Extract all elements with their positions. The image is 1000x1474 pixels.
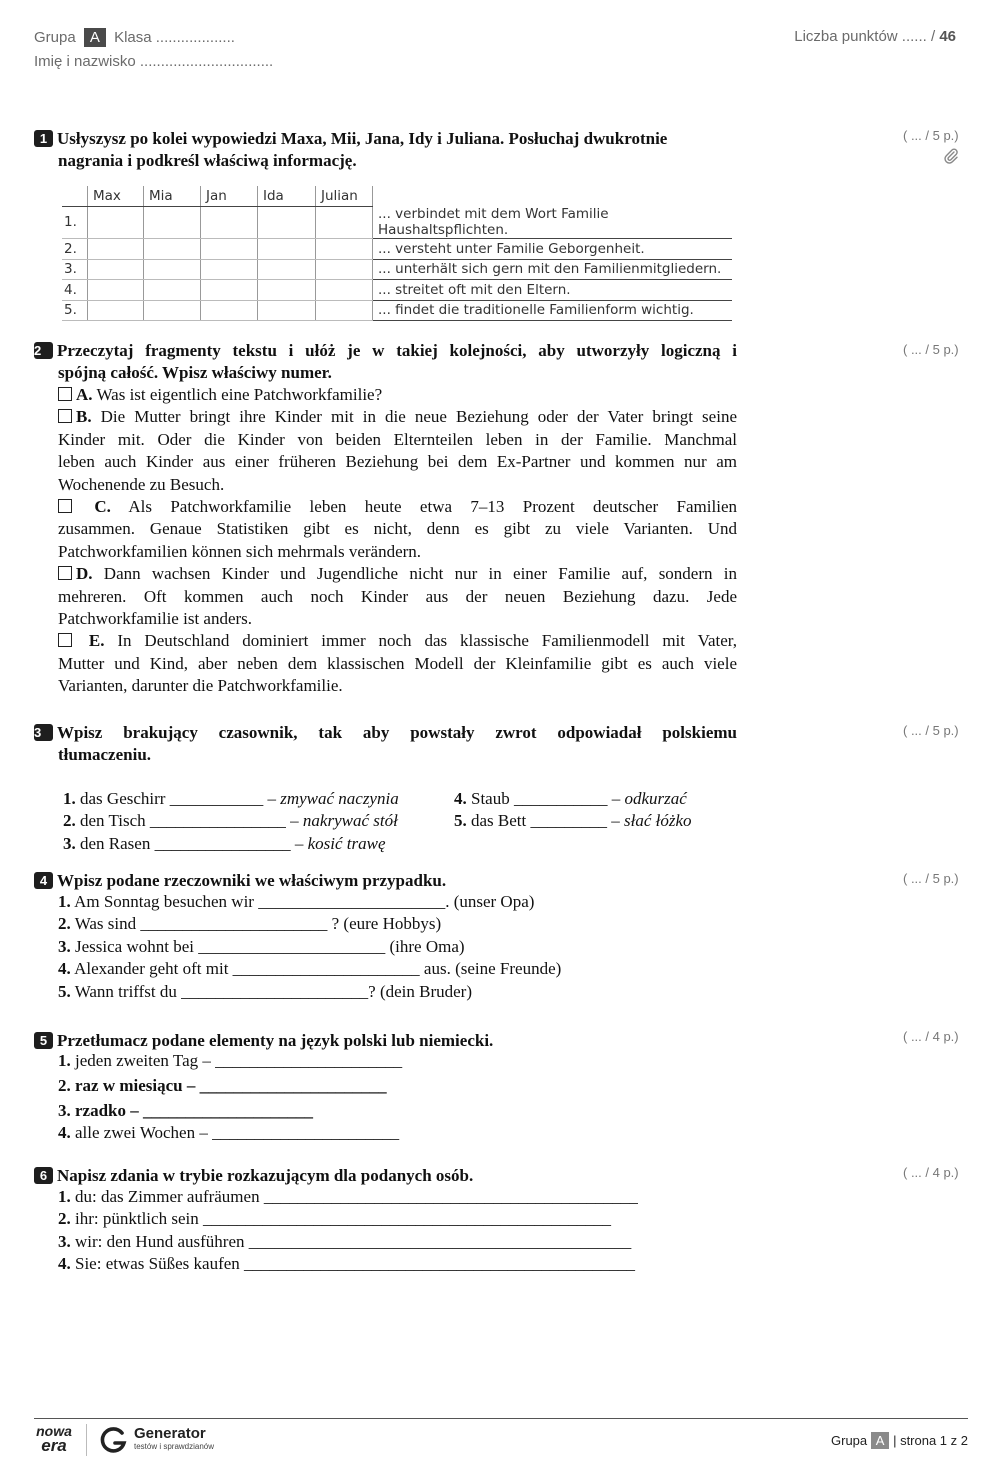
- list-item: [58, 1050, 402, 1072]
- checkbox[interactable]: [58, 633, 72, 647]
- table-row: [62, 206, 732, 239]
- item-text: Wochenende zu Besuch.: [58, 474, 225, 494]
- task2-title-line1: Przeczytaj fragmenty tekstu i ułóż je w takiej kolejności, aby utworzyły logiczną i: [57, 341, 737, 360]
- header-group-line: [34, 28, 235, 47]
- answer-cell[interactable]: [201, 280, 258, 301]
- task5-number: 5: [34, 1032, 53, 1049]
- logo-line2: era: [41, 1436, 67, 1455]
- row-number: 5.: [62, 300, 88, 321]
- answer-cell[interactable]: [258, 259, 316, 280]
- task2-title-line2: spójną całość. Wpisz właściwy numer.: [58, 363, 332, 382]
- list-item: [58, 563, 737, 630]
- item-text: den Tisch ________________: [80, 811, 286, 831]
- name-field: Imię i nazwisko ................................: [34, 53, 274, 70]
- list-item: [58, 891, 561, 913]
- col-header-mia: Mia: [144, 186, 201, 206]
- item-text: das Geschirr ___________: [80, 789, 264, 808]
- generator-icon: [98, 1424, 130, 1461]
- item-text: Am Sonntag besuchen wir ______________________. (unser Opa): [74, 892, 535, 911]
- list-item: [58, 384, 737, 406]
- checkbox[interactable]: [58, 499, 72, 513]
- item-text: Die Mutter bringt ihre Kinder mit in die neue Beziehung oder der Vater bringt seine: [100, 407, 737, 427]
- row-statement: ... streitet oft mit den Eltern.: [373, 280, 733, 301]
- item-text: Kinder mit. Oder die Kinder von beiden Elternteilen leben in der Familie. Manchmal: [58, 429, 737, 449]
- task4-items: [58, 891, 561, 1003]
- answer-cell[interactable]: [316, 280, 373, 301]
- item-number: 1.: [58, 892, 71, 911]
- footer-group-label: Grupa: [831, 1433, 868, 1448]
- item-text: Sie: etwas Süßes kaufen ______________________________________________: [75, 1254, 636, 1274]
- item-letter: C.: [94, 497, 111, 517]
- paperclip-icon[interactable]: [942, 147, 960, 170]
- generator-title: Generator: [134, 1425, 206, 1442]
- answer-cell[interactable]: [88, 239, 144, 260]
- item-number: 3.: [63, 833, 76, 853]
- class-field: Klasa ...................: [114, 29, 235, 46]
- answer-cell[interactable]: [316, 300, 373, 321]
- row-number: 3.: [62, 259, 88, 280]
- item-text: Dann wachsen Kinder und Jugendliche nicht nur in einer Familie auf, sondern in: [103, 564, 738, 584]
- item-text: Als Patchworkfamilie leben heute etwa 7–13 Prozent deutscher Familien: [128, 497, 737, 517]
- list-item: [58, 1253, 638, 1275]
- item-number: 1.: [58, 1051, 71, 1070]
- footer-divider: [34, 1418, 968, 1419]
- item-number: 3.: [58, 936, 71, 956]
- item-translation: – słać łóżko: [611, 811, 692, 831]
- list-item: [63, 810, 399, 832]
- list-item: [58, 1231, 638, 1253]
- row-number: 2.: [62, 239, 88, 260]
- checkbox[interactable]: [58, 409, 72, 423]
- task4-number: 4: [34, 872, 53, 889]
- item-text: zusammen. Genaue Statistiken gibt es nicht, denn es gibt zu viele Varianten. Und: [58, 519, 737, 539]
- item-number: 5.: [454, 811, 467, 831]
- points-total: 46: [939, 28, 956, 45]
- task4-points: ( ... / 5 p.): [903, 871, 959, 886]
- task1-table-header: [62, 186, 732, 206]
- answer-cell[interactable]: [201, 259, 258, 280]
- list-item: [63, 788, 399, 810]
- row-number: 4.: [62, 280, 88, 301]
- item-number: 4.: [454, 789, 467, 808]
- row-statement: ... unterhält sich gern mit den Familienmitgliedern.: [373, 259, 733, 280]
- answer-cell[interactable]: [258, 280, 316, 301]
- item-text: Patchworkfamilie ist anders.: [58, 609, 253, 629]
- list-item: [58, 936, 561, 958]
- list-item: [58, 981, 561, 1003]
- task1-title: [34, 128, 737, 172]
- task1-points: ( ... / 5 p.): [903, 128, 959, 143]
- item-text: rzadko – ____________________: [75, 1100, 313, 1120]
- answer-cell[interactable]: [258, 239, 316, 260]
- item-text: Was ist eigentlich eine Patchworkfamilie?: [96, 385, 383, 404]
- footer-page-number: | strona 1 z 2: [893, 1433, 968, 1448]
- task6-number: 6: [34, 1167, 53, 1184]
- col-header-ida: Ida: [258, 186, 316, 206]
- list-item: [58, 1186, 638, 1208]
- item-number: 4.: [58, 959, 71, 979]
- item-text: Patchworkfamilien können sich mehrmals verändern.: [58, 541, 422, 561]
- generator-logo-text: [134, 1425, 214, 1451]
- task4-title-text: Wpisz podane rzeczowniki we właściwym przypadku.: [57, 871, 447, 890]
- item-text: mehreren. Oft kommen auch noch Kinder aus der neuen Beziehung dazu. Jede: [58, 586, 737, 606]
- item-number: 2.: [58, 1076, 71, 1096]
- item-translation: – odkurzać: [611, 789, 687, 808]
- list-item: [58, 1122, 402, 1144]
- task5-title: [34, 1030, 493, 1052]
- task5-items: [58, 1050, 402, 1145]
- item-text: Varianten, darunter die Patchworkfamilie.: [58, 676, 343, 696]
- task6-points: ( ... / 4 p.): [903, 1165, 959, 1180]
- footer-group-badge: A: [871, 1432, 890, 1449]
- answer-cell[interactable]: [88, 206, 144, 239]
- item-number: 1.: [63, 789, 76, 808]
- task1-title-line2: nagrania i podkreśl właściwą informację.: [58, 151, 357, 170]
- list-item: [58, 496, 737, 563]
- item-text: Was sind ______________________ ? (eure Hobbys): [74, 914, 442, 934]
- task5-title-text: Przetłumacz podane elementy na język polski lub niemiecki.: [57, 1031, 494, 1050]
- row-statement: ... findet die traditionelle Familienform wichtig.: [373, 300, 733, 321]
- answer-cell[interactable]: [201, 206, 258, 239]
- task3-left-column: [63, 788, 399, 855]
- answer-cell[interactable]: [88, 280, 144, 301]
- item-text: raz w miesiącu – ______________________: [75, 1076, 387, 1096]
- answer-cell[interactable]: [201, 239, 258, 260]
- task4-title: [34, 870, 446, 892]
- answer-cell[interactable]: [258, 300, 316, 321]
- answer-cell[interactable]: [258, 206, 316, 239]
- list-item: [454, 810, 692, 832]
- row-number: 1.: [62, 206, 88, 239]
- item-text: den Rasen ________________: [80, 833, 291, 853]
- answer-cell[interactable]: [144, 280, 201, 301]
- list-item: [454, 788, 692, 810]
- task6-items: [58, 1186, 638, 1276]
- item-text: wir: den Hund ausführen _____________________________________________: [75, 1231, 632, 1251]
- list-item: [58, 1208, 638, 1230]
- footer-page-info: [831, 1432, 968, 1449]
- item-number: 2.: [58, 914, 71, 934]
- list-item: [58, 1100, 402, 1122]
- item-translation: – kosić trawę: [294, 833, 386, 853]
- item-text: ihr: pünktlich sein ________________________________________________: [75, 1209, 611, 1229]
- task2-items: [58, 384, 737, 698]
- answer-cell[interactable]: [88, 259, 144, 280]
- item-letter: D.: [76, 564, 93, 584]
- answer-cell[interactable]: [144, 239, 201, 260]
- points-summary: [794, 28, 956, 45]
- points-label: Liczba punktów ...... /: [794, 28, 936, 45]
- task2-number: 2: [34, 342, 53, 359]
- list-item: [58, 958, 561, 980]
- item-number: 4.: [58, 1254, 71, 1274]
- task2-points: ( ... / 5 p.): [903, 342, 959, 357]
- item-text: du: das Zimmer aufräumen ____________________________________________: [75, 1187, 638, 1206]
- item-number: 3.: [58, 1231, 71, 1251]
- item-text: leben auch Kinder aus einer früheren Beziehung bei dem Ex-Partner und kommen nur am: [58, 452, 737, 472]
- item-text: das Bett _________: [471, 811, 607, 831]
- item-letter: E.: [88, 631, 105, 651]
- answer-cell[interactable]: [316, 259, 373, 280]
- col-header-max: Max: [88, 186, 144, 206]
- list-item: [58, 1075, 402, 1097]
- item-translation: – nakrywać stół: [290, 811, 398, 831]
- task1-title-line1: Usłyszysz po kolei wypowiedzi Maxa, Mii, Jana, Idy i Juliana. Posłuchaj dwukrotnie: [57, 129, 668, 148]
- item-text: jeden zweiten Tag – ______________________: [75, 1051, 403, 1070]
- list-item: [58, 913, 561, 935]
- task3-title-line2: tłumaczeniu.: [58, 745, 152, 764]
- task6-title-text: Napisz zdania w trybie rozkazującym dla podanych osób.: [57, 1166, 474, 1185]
- answer-cell[interactable]: [144, 300, 201, 321]
- item-translation: – zmywać naczynia: [267, 789, 399, 808]
- answer-cell[interactable]: [88, 300, 144, 321]
- item-letter: A.: [76, 385, 93, 404]
- item-number: 3.: [58, 1100, 71, 1120]
- item-text: alle zwei Wochen – ______________________: [75, 1123, 400, 1143]
- list-item: [63, 833, 399, 855]
- list-item: [58, 630, 737, 697]
- item-number: 1.: [58, 1187, 71, 1206]
- footer-logo-separator: [86, 1424, 87, 1456]
- col-header-jan: Jan: [201, 186, 258, 206]
- item-number: 4.: [58, 1123, 71, 1143]
- task1-number: 1: [34, 130, 53, 147]
- col-header-julian: Julian: [316, 186, 373, 206]
- group-label: Grupa: [34, 29, 76, 46]
- task3-title: [34, 722, 737, 766]
- table-row: [62, 239, 732, 260]
- item-text: Jessica wohnt bei ______________________ (ihre Oma): [75, 936, 465, 956]
- answer-cell[interactable]: [316, 239, 373, 260]
- answer-cell[interactable]: [144, 206, 201, 239]
- logo-line1: nowa: [36, 1423, 72, 1439]
- item-number: 2.: [58, 1209, 71, 1229]
- row-statement: ... verbindet mit dem Wort Familie Haushaltspflichten.: [373, 206, 733, 239]
- item-text: Alexander geht oft mit ______________________ aus. (seine Freunde): [74, 959, 562, 979]
- task3-right-column: [454, 788, 692, 833]
- task1-table: [62, 186, 732, 321]
- item-text: Wann triffst du ______________________? (dein Bruder): [74, 981, 472, 1001]
- row-statement: ... versteht unter Familie Geborgenheit.: [373, 239, 733, 260]
- checkbox[interactable]: [58, 566, 72, 580]
- item-text: Staub ___________: [471, 789, 608, 808]
- task6-title: [34, 1165, 473, 1187]
- group-badge: A: [84, 28, 106, 47]
- task2-title: [34, 340, 737, 384]
- table-row: [62, 280, 732, 301]
- item-number: 5.: [58, 981, 71, 1001]
- answer-cell[interactable]: [201, 300, 258, 321]
- answer-cell[interactable]: [144, 259, 201, 280]
- nowa-era-logo: [33, 1425, 75, 1454]
- generator-subtitle: testów i sprawdzianów: [134, 1442, 215, 1451]
- item-letter: B.: [76, 407, 92, 427]
- answer-cell[interactable]: [316, 206, 373, 239]
- table-row: [62, 300, 732, 321]
- table-row: [62, 259, 732, 280]
- item-number: 2.: [63, 811, 76, 831]
- task3-points: ( ... / 5 p.): [903, 723, 959, 738]
- item-text: In Deutschland dominiert immer noch das klassische Familienmodell mit Vater,: [117, 631, 738, 651]
- checkbox[interactable]: [58, 387, 72, 401]
- task5-points: ( ... / 4 p.): [903, 1029, 959, 1044]
- item-text: Mutter und Kind, aber neben dem klassischen Modell der Kleinfamilie gibt es auch viele: [58, 653, 737, 673]
- task3-title-line1: Wpisz brakujący czasownik, tak aby powstały zwrot odpowiadał polskiemu: [57, 723, 737, 742]
- task3-number: 3: [34, 724, 53, 741]
- list-item: [58, 406, 737, 496]
